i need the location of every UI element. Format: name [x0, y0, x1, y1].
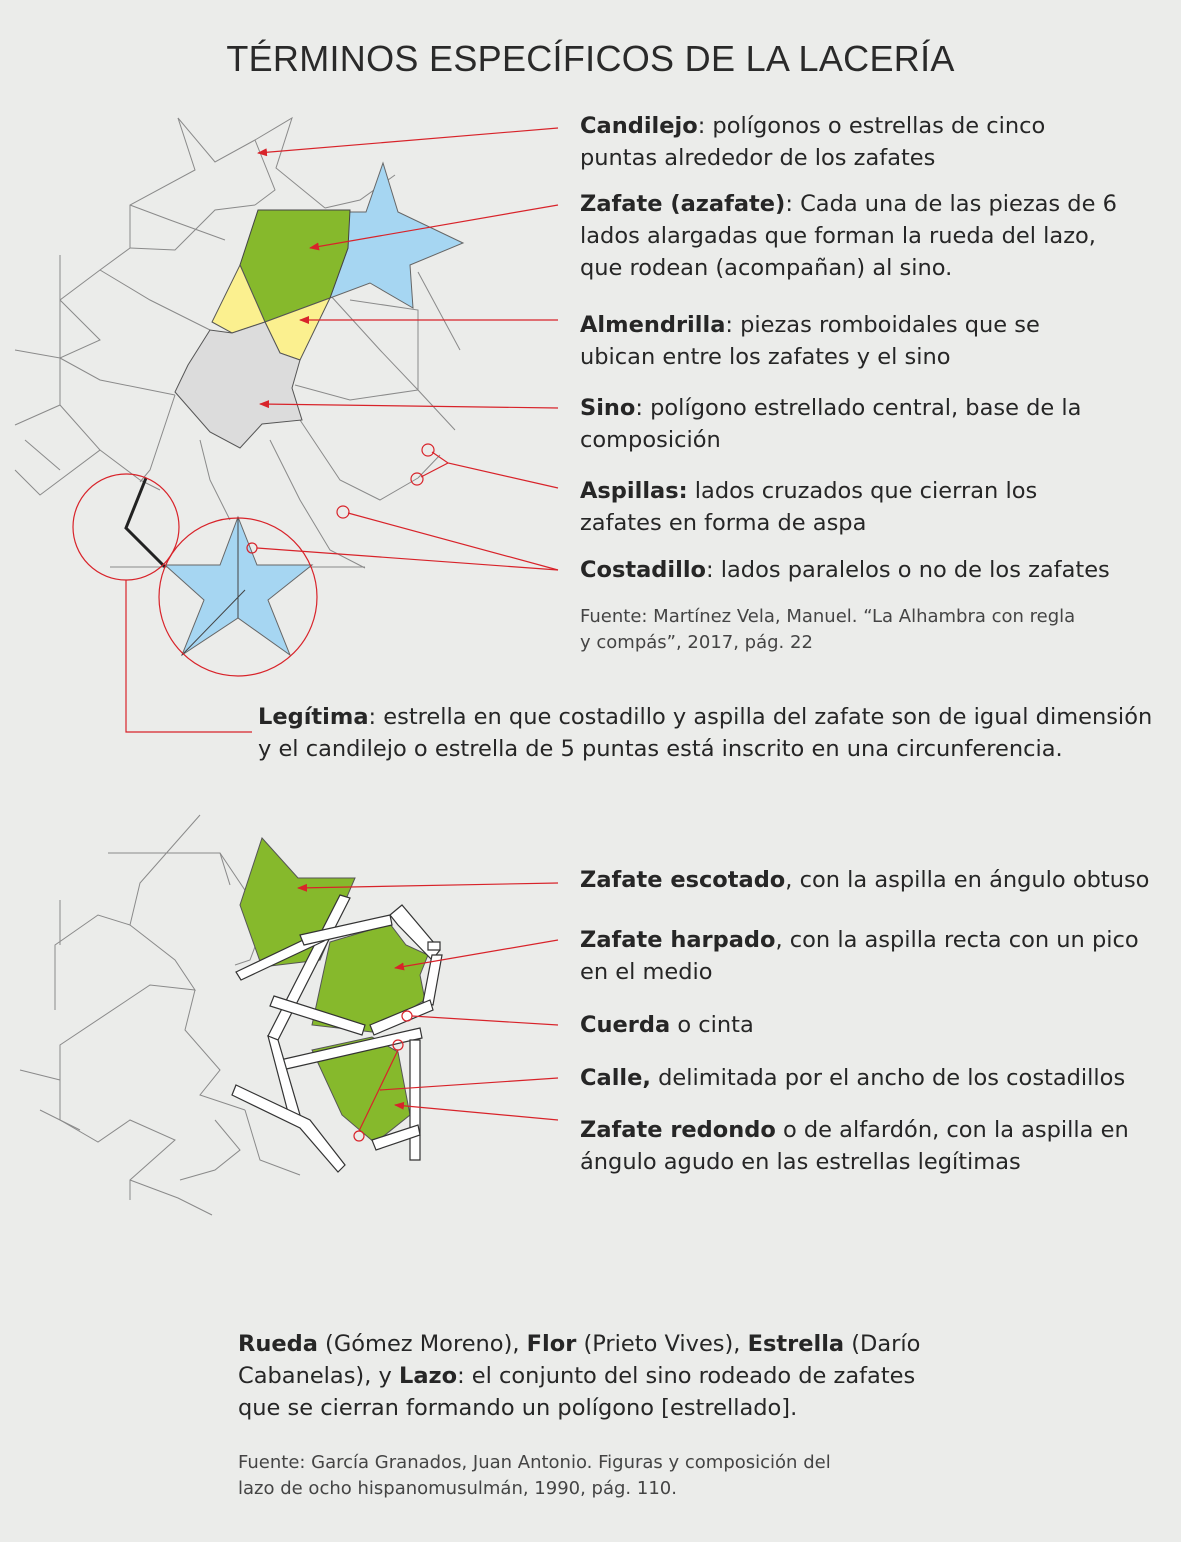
term-sino-text: : polígono estrellado central, base de la composición: [580, 395, 1082, 453]
term-costadillo-text: : lados paralelos o no de los zafates: [706, 557, 1110, 583]
estrella-term: Estrella: [747, 1331, 845, 1357]
term-zafate-text: : Cada una de las piezas de 6 lados alargadas que forman la rueda del lazo, que rodean (acompañan) al sino.: [580, 191, 1117, 281]
term-cuerda-title: Cuerda: [580, 1012, 671, 1038]
term-harpado-title: Zafate harpado: [580, 927, 776, 953]
term-sino: [580, 392, 1120, 456]
term-zafate-harpado: [580, 924, 1140, 988]
rueda-text-3: (Darío Cabanelas), y: [238, 1331, 921, 1389]
term-harpado-text: , con la aspilla recta con un pico en el medio: [580, 927, 1139, 985]
rueda-term: Rueda: [238, 1331, 318, 1357]
term-cuerda-text: o cinta: [670, 1012, 754, 1038]
term-aspillas-title: Aspillas:: [580, 478, 688, 504]
term-zafate-title: Zafate (azafate): [580, 191, 786, 217]
term-legitima-text: : estrella en que costadillo y aspilla del zafate son de igual dimensión y el candilejo o estrella de 5 puntas está inscrito en una circunferencia.: [258, 704, 1153, 762]
term-cuerda: [580, 1009, 1120, 1041]
term-calle-title: Calle,: [580, 1065, 651, 1091]
term-legitima-title: Legítima: [258, 704, 369, 730]
rueda-text-4: : el conjunto del sino rodeado de zafates que se cierran formando un polígono [estrellado].: [238, 1363, 916, 1421]
flor-term: Flor: [526, 1331, 577, 1357]
term-candilejo-title: Candilejo: [580, 113, 698, 139]
source-bottom: Fuente: García Granados, Juan Antonio. Figuras y composición del lazo de ocho hispanomusulmán, 1990, pág. 110.: [238, 1452, 831, 1499]
term-aspillas: [580, 475, 1120, 539]
term-almendrilla-text: : piezas romboidales que se ubican entre los zafates y el sino: [580, 312, 1040, 370]
term-zafate: [580, 188, 1140, 284]
term-zafate-escotado: [580, 864, 1160, 896]
term-costadillo: [580, 554, 1140, 586]
term-legitima: [258, 701, 1168, 765]
term-almendrilla: [580, 309, 1120, 373]
term-escotado-text: , con la aspilla en ángulo obtuso: [785, 867, 1150, 893]
legitima-thick-line: [126, 478, 165, 567]
rueda-text-1: (Gómez Moreno),: [317, 1331, 527, 1357]
term-sino-title: Sino: [580, 395, 636, 421]
source-top: Fuente: Martínez Vela, Manuel. “La Alhambra con regla y compás”, 2017, pág. 22: [580, 606, 1076, 653]
term-escotado-title: Zafate escotado: [580, 867, 786, 893]
term-calle-text: delimitada por el ancho de los costadillos: [650, 1065, 1126, 1091]
term-aspillas-text: lados cruzados que cierran los zafates en forma de aspa: [580, 478, 1038, 536]
term-calle: [580, 1062, 1160, 1094]
term-costadillo-title: Costadillo: [580, 557, 707, 583]
page-title: TÉRMINOS ESPECÍFICOS DE LA LACERÍA: [226, 38, 955, 79]
term-redondo-text: o de alfardón, con la aspilla en ángulo agudo en las estrellas legítimas: [580, 1117, 1129, 1175]
term-almendrilla-title: Almendrilla: [580, 312, 726, 338]
term-candilejo: [580, 110, 1120, 174]
term-candilejo-text: : polígonos o estrellas de cinco puntas alrededor de los zafates: [580, 113, 1046, 171]
rueda-text-2: (Prieto Vives),: [576, 1331, 748, 1357]
lazo-term: Lazo: [398, 1363, 458, 1389]
term-redondo-title: Zafate redondo: [580, 1117, 776, 1143]
term-zafate-redondo: [580, 1114, 1150, 1178]
rueda-paragraph: [238, 1328, 928, 1424]
